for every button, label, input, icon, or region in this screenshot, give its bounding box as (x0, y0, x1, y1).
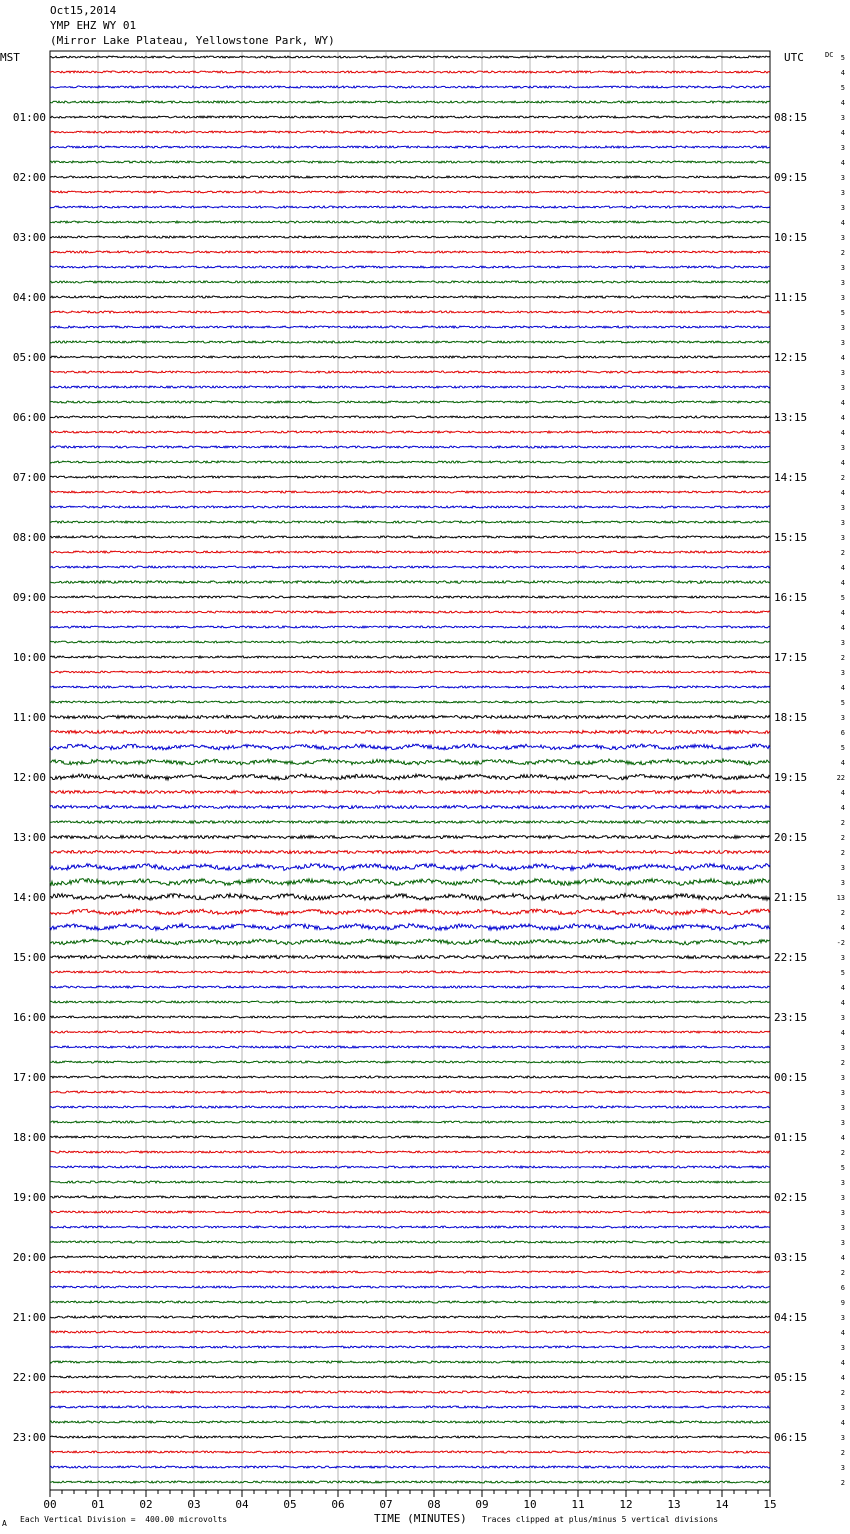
dc-offset-value: 2 (840, 1269, 845, 1277)
dc-offset-value: 4 (840, 624, 845, 632)
x-tick-label: 13 (667, 1498, 681, 1511)
dc-offset-value: 2 (840, 249, 845, 257)
seismic-trace (50, 971, 770, 973)
mst-hour-label: 09:00 (12, 591, 46, 604)
dc-offset-value: 3 (840, 384, 845, 392)
dc-offset-value: 4 (840, 159, 845, 167)
seismic-trace (50, 939, 770, 945)
seismic-trace (50, 371, 770, 373)
dc-offset-value: 3 (840, 639, 845, 647)
x-tick-label: 03 (187, 1498, 201, 1511)
seismic-trace (50, 1301, 770, 1303)
seismic-trace (50, 341, 770, 343)
seismic-trace (50, 236, 770, 238)
x-tick-label: 05 (283, 1498, 297, 1511)
seismic-trace (50, 581, 770, 583)
seismic-trace (50, 1421, 770, 1423)
left-timezone-label: MST (0, 51, 20, 64)
dc-offset-value: 3 (840, 1194, 845, 1202)
trace-group (50, 56, 770, 1483)
seismic-trace (50, 909, 770, 915)
dc-offset-value: 6 (840, 1284, 845, 1292)
seismic-trace (50, 1031, 770, 1033)
seismic-trace (50, 116, 770, 118)
dc-offset-value: 4 (840, 1254, 845, 1262)
seismic-trace (50, 101, 770, 103)
dc-offset-value: 4 (840, 414, 845, 422)
seismic-trace (50, 611, 770, 613)
dc-offset-value: 3 (840, 114, 845, 122)
dc-offset-value: 3 (840, 534, 845, 542)
right-timezone-label: UTC (784, 51, 804, 64)
seismic-trace (50, 161, 770, 163)
dc-offset-value: 4 (840, 219, 845, 227)
seismic-trace (50, 491, 770, 493)
mst-hour-label: 07:00 (12, 471, 46, 484)
seismic-trace (50, 1376, 770, 1378)
dc-offset-value: 2 (840, 849, 845, 857)
dc-offset-value: 6 (840, 729, 845, 737)
seismic-trace (50, 1391, 770, 1393)
x-tick-label: 10 (523, 1498, 537, 1511)
dc-offset-value: 4 (840, 564, 845, 572)
seismic-trace (50, 774, 770, 780)
seismic-trace (50, 311, 770, 313)
seismic-trace (50, 1121, 770, 1123)
utc-hour-label: 19:15 (774, 771, 808, 784)
seismic-trace (50, 879, 770, 886)
corner-mark: A (2, 1519, 7, 1528)
dc-offset-value: 4 (840, 1029, 845, 1037)
utc-hour-label: 20:15 (774, 831, 808, 844)
dc-offset-value: 2 (840, 1479, 845, 1487)
dc-offset-value: 3 (840, 1014, 845, 1022)
seismic-trace (50, 146, 770, 148)
x-tick-label: 09 (475, 1498, 489, 1511)
dc-offset-value: 3 (840, 1044, 845, 1052)
utc-hour-label: 15:15 (774, 531, 808, 544)
seismic-trace (50, 956, 770, 959)
utc-hour-label: 00:15 (774, 1071, 808, 1084)
time-axis (43, 1490, 776, 1511)
seismic-trace (50, 1466, 770, 1468)
seismic-trace (50, 1151, 770, 1153)
seismic-trace (50, 1166, 770, 1168)
seismic-trace (50, 821, 770, 823)
seismic-trace (50, 986, 770, 988)
seismic-trace (50, 431, 770, 433)
dc-offset-value: 3 (840, 1089, 845, 1097)
utc-hour-label: 21:15 (774, 891, 808, 904)
dc-offset-value: 4 (840, 459, 845, 467)
seismic-trace (50, 401, 770, 403)
dc-offset-value: 2 (840, 654, 845, 662)
x-tick-label: 04 (235, 1498, 249, 1511)
dc-offset-value: 4 (840, 789, 845, 797)
dc-offset-value: 3 (840, 864, 845, 872)
x-tick-label: 07 (379, 1498, 393, 1511)
dc-offset-value: -2 (836, 939, 845, 947)
x-tick-label: 11 (571, 1498, 585, 1511)
dc-offset-value: 3 (840, 954, 845, 962)
seismic-trace (50, 1256, 770, 1258)
dc-offset-value: 4 (840, 804, 845, 812)
dc-offset-value: 13 (836, 894, 845, 902)
dc-offset-value: 9 (840, 1299, 845, 1307)
seismic-trace (50, 536, 770, 538)
seismic-trace (50, 266, 770, 268)
dc-offset-value: 3 (840, 1074, 845, 1082)
dc-offset-value: 2 (840, 1149, 845, 1157)
seismic-trace (50, 476, 770, 478)
seismic-trace (50, 864, 770, 871)
dc-offset-value: 4 (840, 1419, 845, 1427)
seismic-trace (50, 56, 770, 58)
dc-offset-value: 2 (840, 909, 845, 917)
utc-hour-label: 05:15 (774, 1371, 808, 1384)
dc-offset-value: 3 (840, 1119, 845, 1127)
dc-offset-header: DC (825, 51, 834, 59)
mst-hour-label: 23:00 (12, 1431, 46, 1444)
dc-offset-value: 5 (840, 84, 845, 92)
dc-offset-value: 2 (840, 1389, 845, 1397)
mst-hour-label: 21:00 (12, 1311, 46, 1324)
mst-hour-label: 10:00 (12, 651, 46, 664)
seismic-trace (50, 296, 770, 298)
mst-hour-label: 05:00 (12, 351, 46, 364)
utc-hour-label: 03:15 (774, 1251, 808, 1264)
dc-offset-value: 4 (840, 579, 845, 587)
dc-offset-value: 3 (840, 294, 845, 302)
dc-offset-value: 3 (840, 1179, 845, 1187)
mst-hour-label: 12:00 (12, 771, 46, 784)
seismic-trace (50, 176, 770, 178)
mst-hour-label: 06:00 (12, 411, 46, 424)
dc-offset-value: 4 (840, 609, 845, 617)
seismic-trace (50, 686, 770, 688)
seismic-trace (50, 656, 770, 658)
seismic-trace (50, 836, 770, 839)
seismic-trace (50, 1196, 770, 1198)
mst-hour-label: 01:00 (12, 111, 46, 124)
seismic-trace (50, 206, 770, 208)
seismic-trace (50, 1286, 770, 1288)
seismic-trace (50, 1106, 770, 1108)
seismic-trace (50, 191, 770, 193)
x-tick-label: 12 (619, 1498, 633, 1511)
seismic-trace (50, 566, 770, 568)
seismic-trace (50, 251, 770, 253)
seismic-trace (50, 701, 770, 703)
dc-offset-value: 2 (840, 834, 845, 842)
seismic-trace (50, 1181, 770, 1183)
dc-offset-value: 4 (840, 399, 845, 407)
dc-offset-value: 3 (840, 444, 845, 452)
seismic-trace (50, 551, 770, 553)
dc-offset-value: 5 (840, 594, 845, 602)
x-tick-label: 08 (427, 1498, 441, 1511)
mst-hour-label: 15:00 (12, 951, 46, 964)
dc-offset-value: 4 (840, 984, 845, 992)
seismic-trace (50, 806, 770, 809)
dc-offset-value: 3 (840, 174, 845, 182)
dc-offset-value: 3 (840, 519, 845, 527)
seismic-trace (50, 1016, 770, 1018)
plot-date: Oct15,2014 (50, 4, 117, 17)
seismic-trace (50, 221, 770, 223)
dc-offset-value: 3 (840, 669, 845, 677)
utc-hour-label: 16:15 (774, 591, 808, 604)
dc-offset-values (837, 54, 845, 1487)
dc-offset-value: 2 (840, 549, 845, 557)
dc-offset-value: 3 (840, 1314, 845, 1322)
dc-offset-value: 3 (840, 1224, 845, 1232)
seismic-trace (50, 1001, 770, 1003)
utc-hour-label: 12:15 (774, 351, 808, 364)
dc-offset-value: 4 (840, 759, 845, 767)
seismic-trace (50, 731, 770, 734)
utc-hour-label: 02:15 (774, 1191, 808, 1204)
station-code: YMP EHZ WY 01 (50, 19, 137, 32)
dc-offset-value: 4 (840, 924, 845, 932)
seismic-trace (50, 1361, 770, 1363)
seismic-trace (50, 131, 770, 133)
mst-hour-label: 17:00 (12, 1071, 46, 1084)
utc-hour-label: 09:15 (774, 171, 808, 184)
seismic-trace (50, 1271, 770, 1273)
dc-offset-value: 3 (840, 1239, 845, 1247)
seismic-trace (50, 1331, 770, 1333)
dc-offset-value: 4 (840, 354, 845, 362)
mst-hour-label: 16:00 (12, 1011, 46, 1024)
dc-offset-value: 3 (840, 279, 845, 287)
dc-offset-value: 4 (840, 99, 845, 107)
clipping-note: Traces clipped at plus/minus 5 vertical divisions (482, 1515, 719, 1524)
seismic-trace (50, 1061, 770, 1063)
dc-offset-value: 3 (840, 1344, 845, 1352)
x-tick-label: 15 (763, 1498, 777, 1511)
dc-offset-value: 3 (840, 504, 845, 512)
seismic-trace (50, 386, 770, 388)
dc-offset-value: 3 (840, 1464, 845, 1472)
mst-hour-label: 19:00 (12, 1191, 46, 1204)
x-tick-label: 06 (331, 1498, 345, 1511)
seismic-trace (50, 506, 770, 508)
seismic-trace (50, 744, 770, 750)
dc-offset-value: 3 (840, 879, 845, 887)
dc-offset-value: 4 (840, 429, 845, 437)
utc-hour-label: 23:15 (774, 1011, 808, 1024)
seismic-trace (50, 671, 770, 673)
seismic-trace (50, 1046, 770, 1048)
dc-offset-value: 4 (840, 489, 845, 497)
seismic-trace (50, 1226, 770, 1228)
dc-offset-value: 22 (836, 774, 845, 782)
seismic-trace (50, 1406, 770, 1408)
seismic-trace (50, 626, 770, 628)
utc-hour-label: 14:15 (774, 471, 808, 484)
dc-offset-value: 3 (840, 1209, 845, 1217)
dc-offset-value: 2 (840, 474, 845, 482)
utc-hour-label: 13:15 (774, 411, 808, 424)
seismic-trace (50, 1481, 770, 1483)
dc-offset-value: 3 (840, 1104, 845, 1112)
dc-offset-value: 3 (840, 204, 845, 212)
seismic-trace (50, 596, 770, 598)
seismic-trace (50, 1211, 770, 1213)
seismic-trace (50, 716, 770, 719)
station-location: (Mirror Lake Plateau, Yellowstone Park, WY) (50, 34, 335, 47)
dc-offset-value: 5 (840, 969, 845, 977)
utc-hour-label: 06:15 (774, 1431, 808, 1444)
seismic-trace (50, 1316, 770, 1318)
mst-hour-label: 18:00 (12, 1131, 46, 1144)
seismic-trace (50, 86, 770, 88)
seismic-trace (50, 924, 770, 931)
x-tick-label: 00 (43, 1498, 57, 1511)
dc-offset-value: 4 (840, 1359, 845, 1367)
seismic-trace (50, 851, 770, 854)
mst-hour-label: 22:00 (12, 1371, 46, 1384)
seismic-trace (50, 1241, 770, 1243)
mst-hour-label: 11:00 (12, 711, 46, 724)
seismic-trace (50, 894, 770, 901)
dc-offset-value: 5 (840, 699, 845, 707)
dc-offset-value: 3 (840, 144, 845, 152)
x-axis-title: TIME (MINUTES) (374, 1512, 467, 1525)
dc-offset-value: 3 (840, 1434, 845, 1442)
seismic-trace (50, 281, 770, 283)
dc-offset-value: 3 (840, 714, 845, 722)
utc-hour-label: 10:15 (774, 231, 808, 244)
utc-hour-label: 01:15 (774, 1131, 808, 1144)
dc-offset-value: 2 (840, 1059, 845, 1067)
utc-hour-labels (774, 111, 807, 1444)
x-tick-label: 02 (139, 1498, 153, 1511)
dc-offset-value: 3 (840, 189, 845, 197)
seismic-trace (50, 1436, 770, 1438)
x-tick-label: 01 (91, 1498, 105, 1511)
mst-hour-label: 13:00 (12, 831, 46, 844)
x-tick-label: 14 (715, 1498, 729, 1511)
mst-hour-label: 02:00 (12, 171, 46, 184)
dc-offset-value: 5 (840, 1164, 845, 1172)
dc-offset-value: 4 (840, 999, 845, 1007)
dc-offset-value: 4 (840, 1329, 845, 1337)
dc-offset-value: 4 (840, 129, 845, 137)
seismic-trace (50, 1076, 770, 1078)
dc-offset-value: 3 (840, 234, 845, 242)
dc-offset-value: 3 (840, 369, 845, 377)
dc-offset-value: 4 (840, 1374, 845, 1382)
seismic-trace (50, 461, 770, 463)
utc-hour-label: 11:15 (774, 291, 808, 304)
utc-hour-label: 04:15 (774, 1311, 808, 1324)
mst-hour-label: 20:00 (12, 1251, 46, 1264)
seismic-trace (50, 791, 770, 794)
dc-offset-value: 3 (840, 324, 845, 332)
seismic-trace (50, 759, 770, 765)
seismic-trace (50, 326, 770, 328)
mst-hour-labels (13, 111, 46, 1444)
dc-offset-value: 4 (840, 69, 845, 77)
utc-hour-label: 08:15 (774, 111, 808, 124)
dc-offset-value: 3 (840, 1404, 845, 1412)
mst-hour-label: 04:00 (12, 291, 46, 304)
dc-offset-value: 4 (840, 684, 845, 692)
mst-hour-label: 08:00 (12, 531, 46, 544)
seismic-trace (50, 71, 770, 73)
dc-offset-value: 3 (840, 264, 845, 272)
seismic-trace (50, 641, 770, 643)
seismic-trace (50, 1451, 770, 1453)
utc-hour-label: 17:15 (774, 651, 808, 664)
dc-offset-value: 5 (840, 54, 845, 62)
utc-hour-label: 22:15 (774, 951, 808, 964)
seismic-trace (50, 356, 770, 358)
dc-offset-value: 5 (840, 744, 845, 752)
dc-offset-value: 5 (840, 309, 845, 317)
utc-hour-label: 18:15 (774, 711, 808, 724)
seismic-trace (50, 1091, 770, 1093)
mst-hour-label: 03:00 (12, 231, 46, 244)
seismic-trace (50, 521, 770, 523)
seismic-trace (50, 446, 770, 448)
vertical-division-note: Each Vertical Division = 400.00 microvolts (20, 1515, 228, 1524)
dc-offset-value: 4 (840, 1134, 845, 1142)
seismic-trace (50, 1136, 770, 1138)
mst-hour-label: 14:00 (12, 891, 46, 904)
dc-offset-value: 2 (840, 1449, 845, 1457)
dc-offset-value: 3 (840, 339, 845, 347)
dc-offset-value: 2 (840, 819, 845, 827)
seismic-trace (50, 416, 770, 418)
seismic-trace (50, 1346, 770, 1348)
